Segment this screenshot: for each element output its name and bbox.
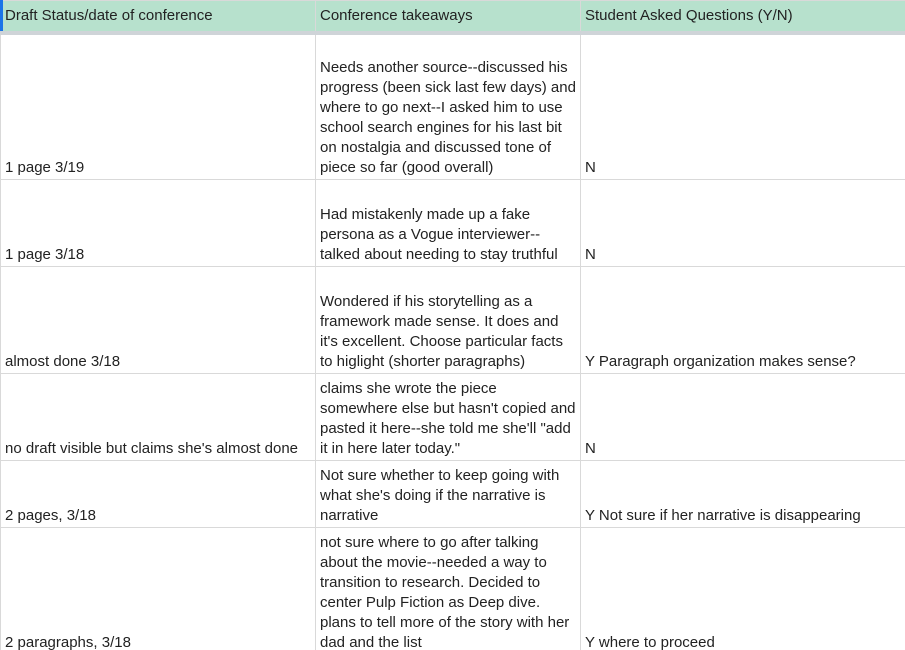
cell-text: N	[585, 246, 596, 263]
table-row	[1, 267, 905, 374]
cell-text: almost done 3/18	[5, 353, 121, 370]
header-takeaways[interactable]	[316, 1, 581, 34]
cell-draft-status[interactable]	[1, 461, 316, 528]
header-draft-status[interactable]	[1, 1, 316, 34]
cell-takeaways[interactable]	[316, 374, 581, 461]
cell-text: not sure where to go after talking about the movie--needed a way to transition to research. Decided to center Pulp Fiction as Deep dive. plans to tell more of the story with her dad and the list	[320, 534, 570, 650]
table-row	[1, 528, 905, 650]
header-draft-status-label: Draft Status/date of conference	[5, 7, 213, 24]
cell-draft-status[interactable]	[1, 528, 316, 650]
cell-draft-status[interactable]	[1, 374, 316, 461]
header-questions-label: Student Asked Questions (Y/N)	[585, 7, 793, 24]
cell-text: N	[585, 159, 596, 176]
table-row	[1, 461, 905, 528]
cell-text: 2 paragraphs, 3/18	[5, 634, 131, 650]
cell-text: claims she wrote the piece somewhere else but hasn't copied and pasted it here--she told me she'll "add it in here later today."	[320, 380, 576, 457]
cell-text: no draft visible but claims she's almost done	[5, 440, 299, 457]
cell-text: Y Not sure if her narrative is disappearing	[585, 507, 861, 524]
cell-text: Needs another source--discussed his progress (been sick last few days) and where to go next--I asked him to use school search engines for his last bit on nostalgia and discussed tone of piece so far (good overall)	[320, 59, 576, 176]
table-row	[1, 180, 905, 267]
cell-takeaways[interactable]	[316, 267, 581, 374]
cell-text: N	[585, 440, 596, 457]
cell-draft-status[interactable]	[1, 180, 316, 267]
cell-questions[interactable]	[581, 180, 905, 267]
cell-takeaways[interactable]	[316, 461, 581, 528]
cell-questions[interactable]	[581, 374, 905, 461]
cell-text: 1 page 3/18	[5, 246, 85, 263]
cell-questions[interactable]	[581, 33, 905, 180]
table-row	[1, 374, 905, 461]
cell-takeaways[interactable]	[316, 180, 581, 267]
cell-text: 1 page 3/19	[5, 159, 85, 176]
cell-draft-status[interactable]	[1, 267, 316, 374]
header-takeaways-label: Conference takeaways	[320, 7, 473, 24]
cell-text: 2 pages, 3/18	[5, 507, 96, 524]
cell-takeaways[interactable]	[316, 33, 581, 180]
cell-questions[interactable]	[581, 461, 905, 528]
cell-text: Had mistakenly made up a fake persona as a Vogue interviewer--talked about needing to stay truthful	[320, 206, 558, 263]
cell-text: Y where to proceed	[585, 634, 715, 650]
cell-questions[interactable]	[581, 528, 905, 650]
cell-draft-status[interactable]	[1, 33, 316, 180]
cell-takeaways[interactable]	[316, 528, 581, 650]
header-row	[1, 1, 905, 34]
cell-questions[interactable]	[581, 267, 905, 374]
cell-text: Not sure whether to keep going with what she's doing if the narrative is narrative	[320, 467, 560, 524]
header-questions[interactable]	[581, 1, 905, 34]
cell-text: Y Paragraph organization makes sense?	[585, 353, 856, 370]
table-row	[1, 33, 905, 180]
active-cell-indicator	[0, 0, 3, 31]
cell-text: Wondered if his storytelling as a framework made sense. It does and it's excellent. Choose particular facts to higlight (shorter paragraphs)	[320, 293, 563, 370]
